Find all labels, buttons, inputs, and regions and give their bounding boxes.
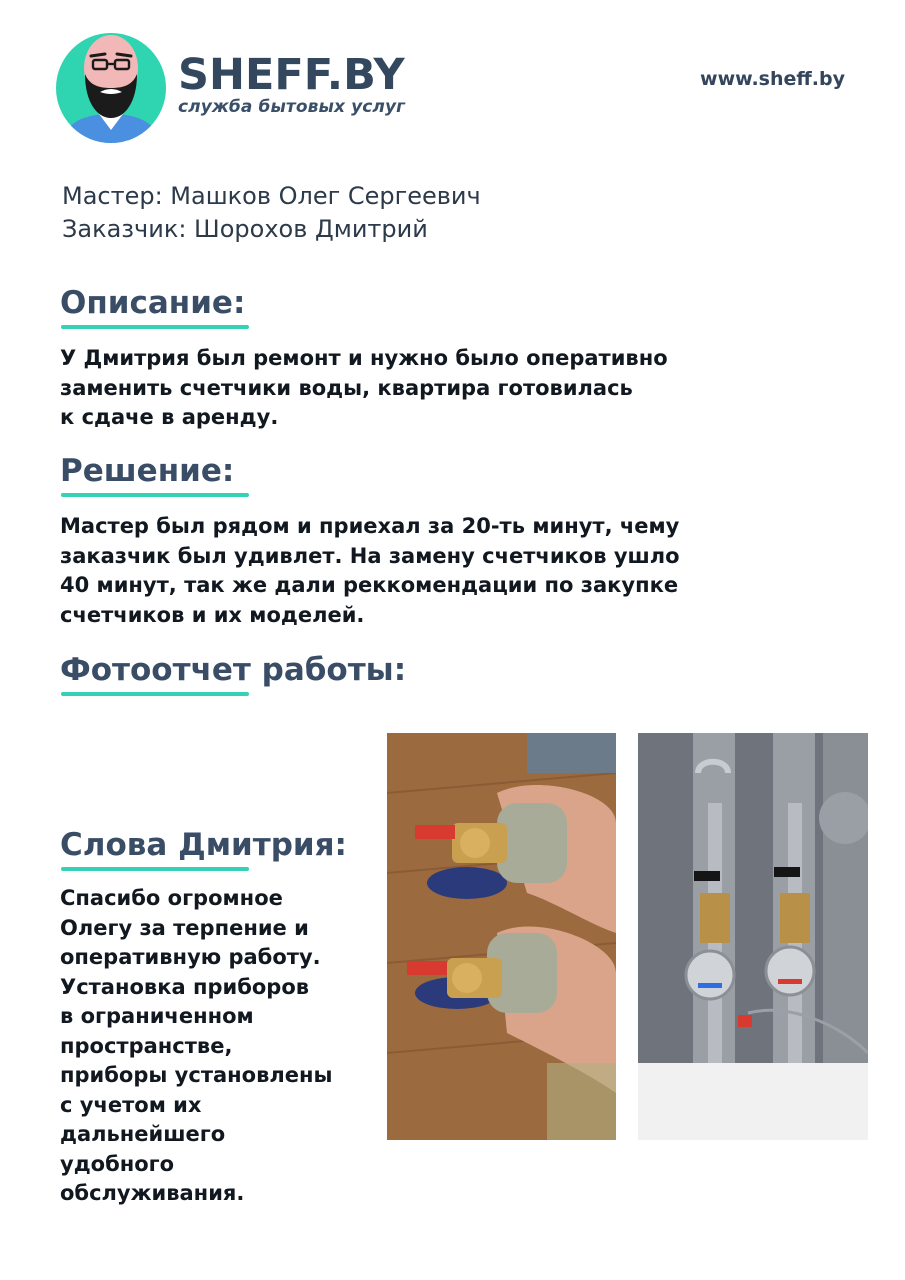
bearded-man-avatar-icon <box>55 22 167 144</box>
customer-line: Заказчик: Шорохов Дмитрий <box>62 215 428 243</box>
solution-underline <box>61 493 249 497</box>
order-meta <box>62 180 481 246</box>
description-underline <box>61 325 249 329</box>
testimonial-line: Спасибо огромное <box>60 886 283 910</box>
installed-water-meters-photo <box>638 733 868 1140</box>
testimonial-line: обслуживания. <box>60 1181 245 1205</box>
solution-line: заказчик был удивлет. На замену счетчиков ушло <box>60 543 680 568</box>
solution-heading: Решение: <box>60 453 235 489</box>
brand <box>178 52 405 117</box>
testimonial-line: дальнейшего <box>60 1122 226 1146</box>
master-line: Мастер: Машков Олег Сергеевич <box>62 182 481 210</box>
testimonial-line: с учетом их <box>60 1092 202 1117</box>
website-link[interactable]: www.sheff.by <box>700 68 845 90</box>
description-heading: Описание: <box>60 285 246 321</box>
solution-line: счетчиков и их моделей. <box>60 602 365 627</box>
photo-report-heading: Фотоотчет работы: <box>60 652 407 688</box>
description-line: У Дмитрия был ремонт и нужно было оперативно <box>60 346 668 370</box>
testimonial-line: удобного <box>60 1151 175 1176</box>
testimonial-heading: Слова Дмитрия: <box>60 827 347 863</box>
testimonial-line: Олегу за терпение и <box>60 915 309 940</box>
testimonial-underline <box>61 867 249 871</box>
brand-name: SHEFF.BY <box>178 50 405 100</box>
brand-tagline: служба бытовых услуг <box>178 97 406 117</box>
testimonial-line: в ограниченном <box>60 1004 254 1028</box>
testimonial-line: оперативную работу. <box>60 945 321 969</box>
testimonial-text <box>60 884 333 1209</box>
description-text <box>60 344 668 433</box>
testimonial-line: пространстве, <box>60 1033 233 1058</box>
testimonial-line: Установка приборов <box>60 974 310 999</box>
description-line: заменить счетчики воды, квартира готовилась <box>60 375 633 400</box>
solution-text <box>60 512 680 630</box>
description-line: к сдаче в аренду. <box>60 405 279 429</box>
solution-line: 40 минут, так же дали реккомендации по закупке <box>60 573 679 597</box>
testimonial-line: приборы установлены <box>60 1063 333 1087</box>
hands-holding-water-meters-photo <box>387 733 616 1140</box>
photo-report-underline <box>61 692 249 696</box>
solution-line: Мастер был рядом и приехал за 20-ть минут, чему <box>60 514 680 538</box>
